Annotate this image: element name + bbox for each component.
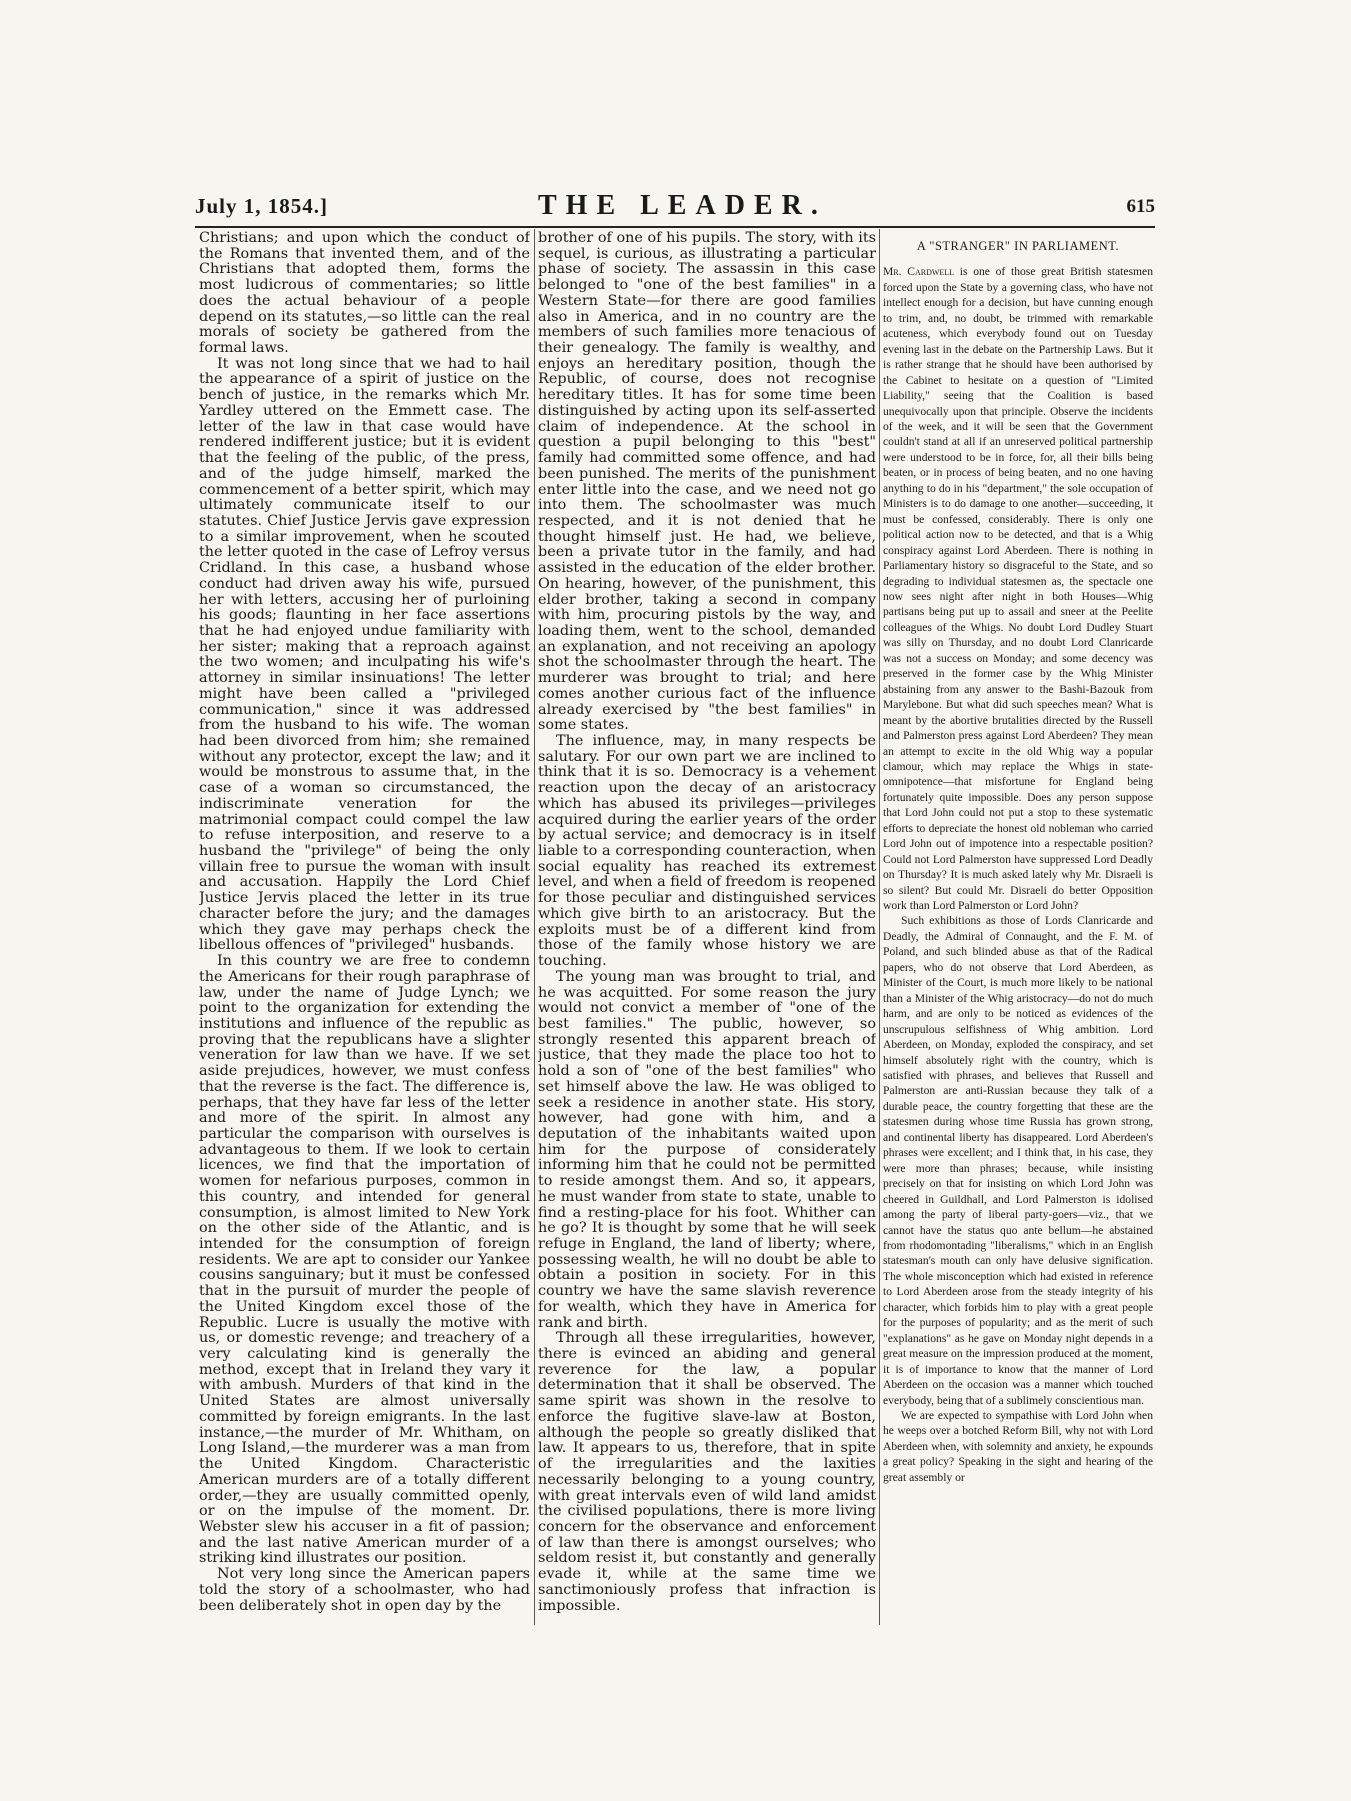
- paragraph: In this country we are free to condemn the Americans for their rough paraphrase of law, under the name of Judge Lynch; we point to the organization for extending the institutions and influence of the republic as proving that the republicans have a slighter veneration for law than we have. If we set aside prejudices, however, we must confess that the reverse is the fact. The difference is, perhaps, that they have far less of the letter and more of the spirit. In almost any particular the comparison with ourselves is advantageous to them. If we look to certain licences, we find that the importation of women for nefarious purposes, common in this country, and intended for general consumption, is almost limited to New York on the other side of the Atlantic, and is intended for the consumption of foreign residents. We are apt to consider our Yankee cousins sanguinary; but it must be confessed that in the pursuit of murder the people of the United Kingdom excel those of the Republic. Lucre is usually the motive with us, or domestic revenge; and treachery of a very calculating kind is generally the method, except that in Ireland they vary it with ambush. Murders of that kind in the United States are almost universally committed by foreign emigrants. In the last instance,—the murder of Mr. Whitham, on Long Island,—the murderer was a man from the United Kingdom. Characteristic American murders are of a totally different order,—they are usually committed openly, or on the impulse of the moment. Dr. Webster slew his accuser in a fit of passion; and the last native American murder of a striking kind illustrates our position.: [199, 953, 530, 1567]
- article-title: A "STRANGER" IN PARLIAMENT.: [916, 239, 1120, 253]
- masthead: [195, 186, 1155, 226]
- paragraph: [883, 264, 1153, 913]
- paragraph: The influence, may, in many respects be salutary. For our own part we are inclined to think that it is so. Democracy is a vehement reaction upon the decay of an aristocracy which has abused its privileges—privileges acquired during the earlier years of the order by actual service; and democracy is in itself liable to a corresponding counteraction, when social equality has reached its extremest level, and when a field of freedom is reopened for those peculiar and distinguished services which give birth to an aristocracy. But the exploits must be of a different kind from those of the family whose history we are touching.: [538, 733, 876, 970]
- paragraph: brother of one of his pupils. The story, with its sequel, is curious, as illustrating a particular phase of society. The assassin in this case belonged to "one of the best families" in a Western State—for there are good families also in America, and in no country are the members of such families more tenacious of their genealogy. The family is wealthy, and enjoys an hereditary position, though the Republic, of course, does not recognise hereditary titles. It has for some time been distinguished by acting upon its self-asserted claim of independence. At the school in question a pupil belonging to this "best" family had committed some offence, and had been punished. The merits of the punishment enter little into the case, and we need not go into them. The schoolmaster was much respected, and it is not denied that he thought himself just. He had, we believe, been a private tutor in the family, and had assisted in the education of the elder brother. On hearing, however, of the punishment, this elder brother, taking a second in company with him, procuring pistols by the way, and loading them, went to the school, demanded an explanation, and not receiving an apology shot the schoolmaster through the heart. The murderer was brought to trial; and here comes another curious fact of the influence already exercised by "the best families" in some states.: [538, 231, 876, 734]
- column-divider: [534, 229, 535, 1625]
- paragraph: The young man was brought to trial, and he was acquitted. For some reason the jury would not convict a member of "one of the best families." The public, however, so strongly resented this apparent breach of justice, that they made the place too hot to hold a son of "one of the best families" who set himself above the law. He was obliged to seek a residence in another state. His story, however, had gone with him, and a deputation of the inhabitants waited upon him for the purpose of considerately informing him that he could not be permitted to reside amongst them. And so, it appears, he must wander from state to state, unable to find a resting-place for his foot. Whither can he go? It is thought by some that he will seek refuge in England, the land of liberty; where, possessing wealth, he will no doubt be able to obtain a position in society. For in this country we have the same slavish reverence for wealth, which they have in America for rank and birth.: [538, 968, 876, 1331]
- column-divider: [879, 229, 880, 1625]
- page-number: 615: [1126, 196, 1155, 217]
- paragraph: Christians; and upon which the conduct of the Romans that invented them, and of the Christians that adopted them, forms the most ludicrous of commentaries; so little does the actual behaviour of a people depend on its statutes,—so little can the real morals of society be gathered from the formal laws.: [199, 231, 530, 357]
- issue-date: July 1, 1854.]: [195, 194, 329, 218]
- paragraph-text: is one of those great British statesmen forced upon the State by a governing class, who have not intellect enough for a decision, but have cunning enough to trim, and, no doubt, be trimmed with remarkable acuteness, which everybody found out on Tuesday evening last in the debate on the Partnership Laws. But it is rather strange that he should have been authorised by the Cabinet to hesitate on a question of "Limited Liability," seeing that the Coalition is based unequivocally upon that principle. Observe the incidents of the week, and it will be seen that the Government couldn't stand at all if an unreserved political partnership were understood to be in force, for, all their bills being beaten, or in process of being beaten, and no one having anything to do in his "department," the sole occupation of Ministers is to do damage to one another—succeeding, it must be confessed, considerably. There is only one political action now to be detected, and that is a Whig conspiracy against Lord Aberdeen. There is nothing in Parliamentary history so disgraceful to the State, and so degrading to individual statesmen as, the spectacle one now sees night after night in both Houses—Whig partisans being put up to assail and sneer at the Peelite colleagues of the Whigs. No doubt Lord Dudley Stuart was silly on Thursday, and no doubt Lord Clanricarde was not a success on Monday; and some decency was preserved in the former case by the Whig Minister abstaining from any answer to the Bashi-Bazouk from Marylebone. But what did such speeches mean? What is meant by the abortive brutalities directed by the Russell and Palmerston press against Lord Aberdeen? They mean an attempt to excite in the old Whig way a popular clamour, which may replace the Whigs in state-omnipotence—that misfortune for England being fortunately quite impossible. Does any person suppose that Lord John could not put a stop to these systematic efforts to depreciate the honest old nobleman who carried Lord John out of impotence into a respectable position? Could not Lord Palmerston have suppressed Lord Deadly on Thursday? It is much asked lately why Mr. Disraeli is so silent? But could Mr. Disraeli do better Opposition work than Lord Palmerston or Lord John?: [883, 265, 1153, 913]
- paragraph: Through all these irregularities, however, there is evinced an abiding and general reverence for the law, a popular determination that it shall be observed. The same spirit was shown in the resolve to enforce the fugitive slave-law at Boston, although the people so greatly disliked that law. It appears to us, therefore, that in spite of the irregularities and the laxities necessarily belonging to a young country, with great intervals even of wild land amidst the civilised populations, there is more living concern for the observance and enforcement of law than there is amongst ourselves; who seldom resist it, but constantly and generally evade it, while at the same time we sanctimoniously profess that infraction is impossible.: [538, 1330, 876, 1614]
- lead-name: Mr. Cardwell: [883, 265, 955, 279]
- column-two: [538, 231, 876, 1624]
- paragraph: Not very long since the American papers told the story of a schoolmaster, who had been deliberately shot in open day by the: [199, 1566, 530, 1614]
- newspaper-title: THE LEADER.: [538, 190, 827, 221]
- masthead-rule: [195, 226, 1155, 228]
- paragraph: Such exhibitions as those of Lords Clanricarde and Deadly, the Admiral of Connaught, and the F. M. of Poland, and such blinded abuse as that of the Radical papers, who do not observe that Lord Aberdeen, as Minister of the Court, is much more likely to be national than a Minister of the Whig aristocracy—do not do much harm, and are only to be noticed as evidences of the unscrupulous selfishness of Whig ambition. Lord Aberdeen, on Monday, exploded the conspiracy, and set himself absolutely right with the country, which is satisfied with phrases, and believes that Russell and Palmerston are anti-Russian because they talk of a durable peace, the country forgetting that these are the statesmen during whose time Russia has grown strong, and continental liberty has disappeared. Lord Aberdeen's phrases were excellent; and I think that, in his case, they were more than phrases; because, while insisting precisely on that for insisting on which Lord John was cheered in Guildhall, and Lord Palmerston is idolised among the party of liberal party-goers—viz., that we cannot have the status quo ante bellum—he abstained from rhodomontading "liberalisms," which in an English statesman's mouth can only have delusive signification. The whole misconception which had existed in reference to Lord Aberdeen arose from the steady integrity of his character, which forbids him to play with a great people for the purposes of popularity; and as the merit of such "explanations" as he gave on Monday night depends in a great measure on the impression produced at the moment, it is of importance to know that the manner of Lord Aberdeen on the occasion was a manner which touched everybody, being that of a sublimely conscientious man.: [883, 914, 1153, 1407]
- column-three: [883, 231, 1153, 1624]
- column-one: [199, 231, 530, 1624]
- paragraph: We are expected to sympathise with Lord John when he weeps over a botched Reform Bill, why not with Lord Aberdeen when, with solemnity and anxiety, he expounds a great policy? Speaking in the sight and hearing of the great assembly or: [883, 1408, 1153, 1484]
- paragraph: It was not long since that we had to hail the appearance of a spirit of justice on the bench of justice, in the remarks which Mr. Yardley uttered on the Emmett case. The letter of the law in that case would have rendered indifferent justice; but it is evident that the feeling of the public, of the press, and of the judge himself, marked the commencement of a better spirit, which may ultimately communicate itself to our statutes. Chief Justice Jervis gave expression to a similar improvement, when he scouted the letter quoted in the case of Lefroy versus Cridland. In this case, a husband whose conduct had driven away his wife, pursued her with letters, accusing her of purloining his goods; flaunting in her face assertions that he had enjoyed undue familiarity with her sister; making that a reproach against the two women; and inculpating his wife's attorney in similar insinuations! The letter might have been called a "privileged communication," since it was addressed from the husband to his wife. The woman had been divorced from him; she remained without any protector, except the law; and it would be monstrous to assume that, in the case of a woman so circumstanced, the indiscriminate veneration for the matrimonial compact could compel the law to refuse interposition, and reserve to a husband the "privilege" of being the only villain free to pursue the woman with insult and accusation. Happily the Lord Chief Justice Jervis placed the letter in its true character before the jury; and the damages which they gave may perhaps check the libellous offences of "privileged" husbands.: [199, 355, 530, 954]
